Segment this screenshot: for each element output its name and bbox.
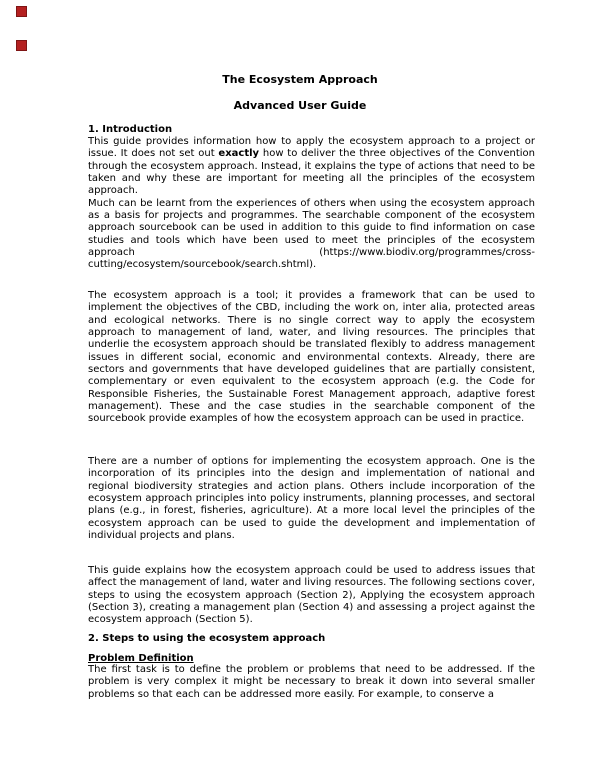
problem-definition-subheading: Problem Definition [88, 653, 194, 664]
paragraph-implementation-options: There are a number of options for implementing the ecosystem approach. One is the incorporation of its principles into the design and implementation of national and regional biodiversity strategies and action plans. Others include incorporation of the ecosystem approach principles into policy instruments, planning processes, and sectoral plans (e.g., in forest, fisheries, agriculture). At a more local level the principles of the ecosystem approach can be used to guide the development and implementation of individual projects and plans. [88, 456, 535, 541]
paragraph-guide-overview: This guide explains how the ecosystem approach could be used to address issues that affect the management of land, water and living resources. The following sections cover, steps to using the ecosystem approach (Section 2), Applying the ecosystem approach (Section 3), creating a management plan (Section 4) and assessing a project against the ecosystem approach (Section 5). [88, 565, 535, 626]
red-square-marker-top [16, 6, 27, 17]
paragraph-intro-2-text-start: Much can be learnt from the experiences of others when using the ecosystem approach as a basis for projects and programmes. The searchable component of the ecosystem approach sourcebook can be used in addition to this guide to find information on case studies and tools which have been used to meet the principles of the ecosystem approach ( [88, 197, 535, 258]
red-square-marker-bottom [16, 40, 27, 51]
intro-paragraph-block [88, 136, 535, 272]
paragraph-intro-1-text-end: how to deliver the three objectives of the Convention through the ecosystem approach. Instead, it explains the type of actions that need to be taken and why these are important for meeting all the principles of the ecosystem approach. [88, 148, 535, 197]
paragraph-ecosystem-tool: The ecosystem approach is a tool; it provides a framework that can be used to implement the objectives of the CBD, including the work on, inter alia, protected areas and ecological networks. There is no single correct way to apply the ecosystem approach to management of land, water, and living resources. The principles that underlie the ecosystem approach should be translated flexibly to address management issues in different social, economic and environmental contexts. Already, there are sectors and governments that have developed guidelines that are partially consistent, complementary or even equivalent to the ecosystem approach (e.g. the Code for Responsible Fisheries, the Sustainable Forest Management approach, adaptive forest management). These and the case studies in the searchable component of the sourcebook provide examples of how the ecosystem approach can be used in practice. [88, 290, 535, 425]
document-title: The Ecosystem Approach [222, 73, 378, 86]
section-2-heading: 2. Steps to using the ecosystem approach [88, 633, 326, 644]
paragraph-intro-2 [88, 198, 535, 272]
paragraph-intro-2-text-end: ). [309, 259, 317, 271]
document-subtitle: Advanced User Guide [233, 99, 367, 112]
paragraph-problem-definition: The first task is to define the problem or problems that need to be addressed. If the problem is very complex it might be necessary to break it down into several smaller problems so that each can be addressed more easily. For example, to conserve a [88, 664, 535, 700]
sourcebook-url[interactable]: https://www.biodiv.org/programmes/cross-cutting/ecosystem/sourcebook/search.shtml [88, 246, 535, 271]
section-1-heading: 1. Introduction [88, 124, 173, 135]
bold-word-exactly: exactly [218, 148, 260, 160]
paragraph-intro-1 [88, 136, 535, 198]
paragraph-intro-1-text-start: This guide provides information how to apply the ecosystem approach to a project or issue. It does not set out [88, 136, 535, 160]
